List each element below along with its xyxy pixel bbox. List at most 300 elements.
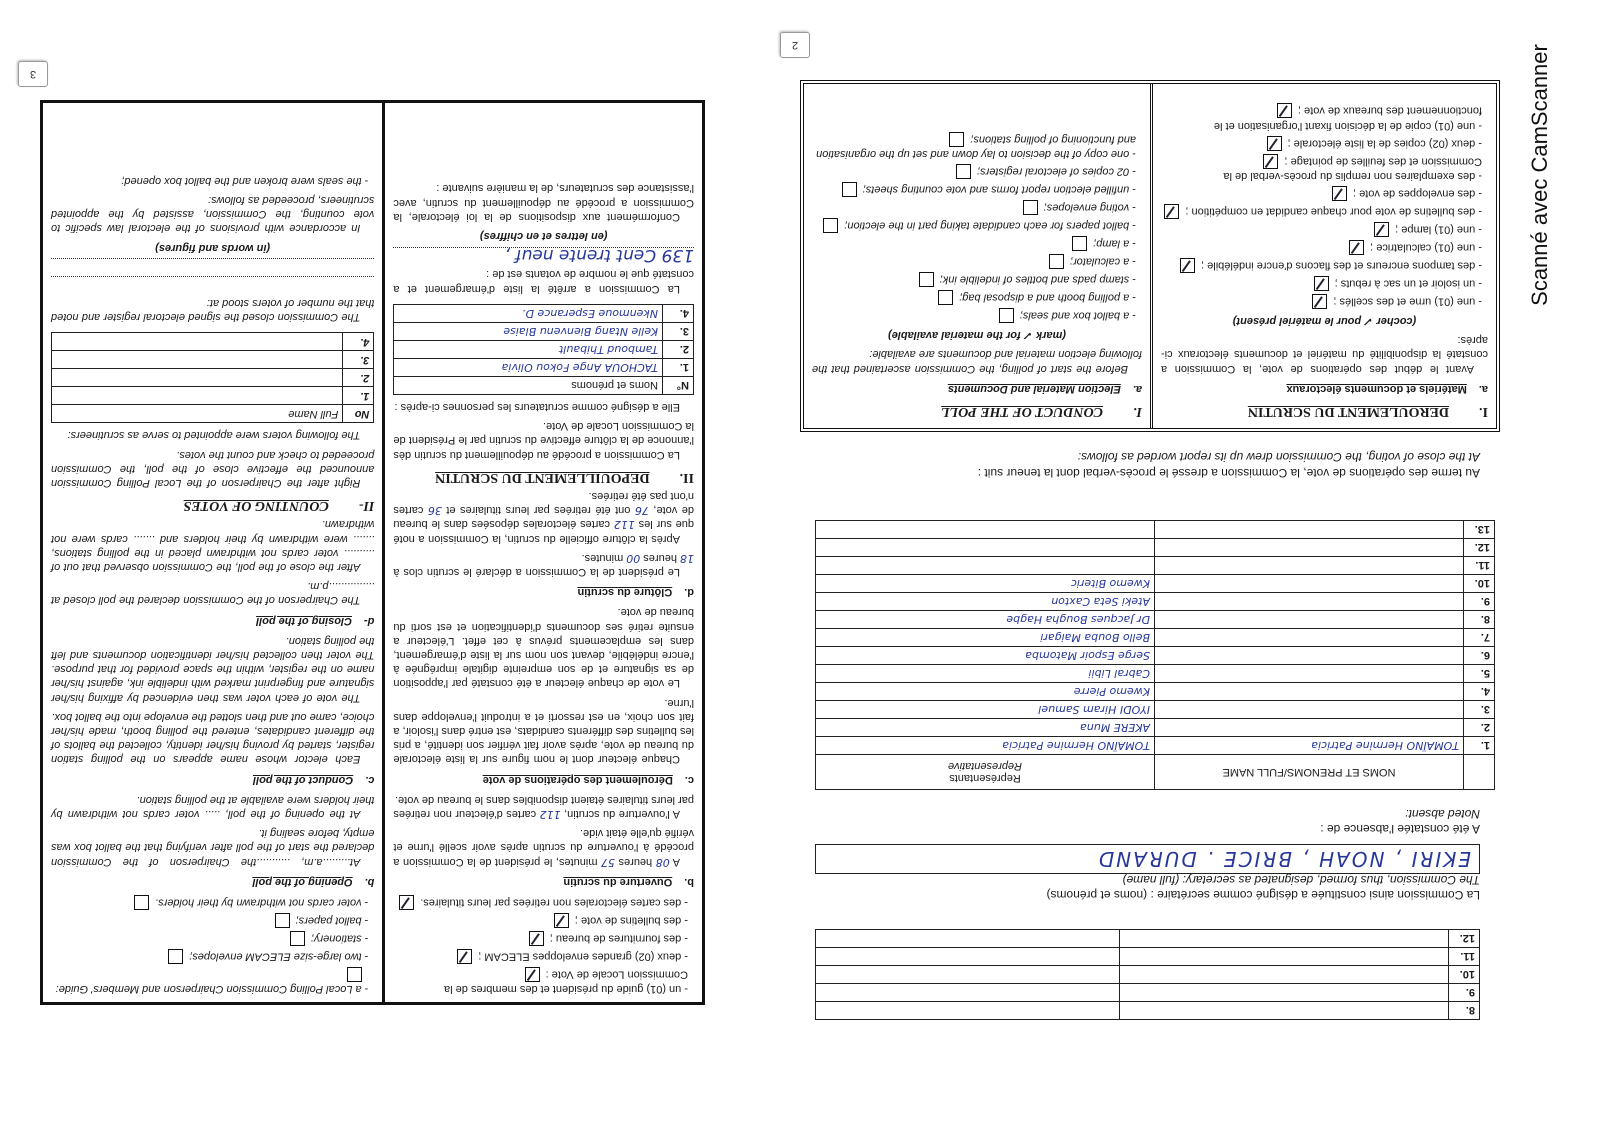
section-number: a. — [1132, 382, 1142, 395]
section-heading — [812, 404, 1142, 418]
section-title: Opening of the poll — [252, 875, 353, 888]
checklist-item — [1161, 258, 1482, 273]
table-header — [52, 405, 374, 423]
representative-cell[interactable]: Ateki Seta Caxton — [816, 593, 1155, 611]
paragraph: The vote of each voter was then evidenced by affixing his/her signature and fingerprint marked with indelible ink, against his/her name on the register, within the space provided for that purpose. The voter then collected his/her identification documents and left the polling station. — [51, 634, 375, 704]
text: ont été retirées par leurs titulaires et — [441, 504, 635, 517]
item-label: - des enveloppes de vote ; — [1352, 187, 1482, 200]
checkbox-checked[interactable] — [1180, 258, 1195, 273]
candidate-name-cell[interactable] — [1155, 701, 1464, 719]
checklist-item — [812, 132, 1136, 161]
checklist-item — [1161, 240, 1482, 255]
paragraph — [393, 793, 694, 821]
checklist-item — [51, 931, 368, 946]
row-number: 1. — [1464, 737, 1495, 755]
row-number: 4. — [663, 304, 694, 322]
representatives-table — [815, 520, 1495, 790]
name-cell[interactable] — [1120, 948, 1449, 966]
section-heading — [812, 382, 1142, 396]
absent-label-fr: A été constatée l'absence de : — [1320, 822, 1480, 836]
row-number: 4. — [343, 333, 374, 351]
table-row — [816, 930, 1480, 948]
row-number: 11. — [1464, 557, 1495, 575]
scrutineer-name-cell[interactable]: Nkenmoue Esperance D. — [394, 304, 663, 322]
conduct-of-poll-box — [800, 80, 1500, 432]
checklist-item — [812, 272, 1136, 287]
text: minutes, le président de la Commission a procédé à l'ouverture du scrutin après avoir scellé l'urne et vérifié qu'elle était vide. — [393, 827, 694, 868]
table-row — [816, 984, 1480, 1002]
paragraph: Conformément aux dispositions de la loi électorale, la Commission a procédé au dépouillement du scrutin, avec l'assistance des scrutateurs, de la manière suivante : — [393, 182, 694, 223]
section-heading — [393, 470, 694, 484]
scrutineer-name-cell[interactable] — [52, 351, 343, 369]
checkbox-unchecked[interactable] — [168, 949, 183, 964]
section-number: a. — [1478, 382, 1488, 395]
checklist-item — [1161, 294, 1482, 309]
table-row — [52, 387, 374, 405]
item-label: - une (01) urne et des scellés ; — [1333, 295, 1482, 308]
checkbox-checked[interactable] — [1312, 294, 1327, 309]
signature-cell[interactable] — [816, 1002, 1120, 1020]
table-header — [816, 755, 1495, 790]
watermark-text: Scanné avec CamScanner — [1527, 44, 1552, 306]
checkbox-unchecked[interactable] — [1072, 236, 1087, 251]
row-number: 9. — [1464, 593, 1495, 611]
section-heading — [51, 772, 374, 786]
header-rep-en: Representative — [948, 760, 1022, 772]
section-title: DEPOUILLEMENT DU SCRUTIN — [435, 469, 650, 485]
checkbox-checked[interactable] — [1277, 103, 1292, 118]
item-label: - a polling booth and a disposal bag; — [959, 291, 1136, 304]
row-number: 5. — [1464, 665, 1495, 683]
section-heading — [393, 875, 694, 889]
header-name: Noms et prénoms — [394, 376, 663, 394]
checklist-item — [393, 913, 688, 928]
item-label: - a calculator; — [1069, 255, 1136, 268]
section-heading — [51, 875, 374, 889]
section-heading — [51, 613, 374, 627]
scrutineer-name-cell[interactable] — [52, 333, 343, 351]
row-number: 12. — [1464, 539, 1495, 557]
section-number: b. — [684, 875, 694, 888]
item-label: - 02 copies of electoral registers; — [977, 165, 1136, 178]
checklist-item — [812, 200, 1136, 215]
handwritten-vote-count[interactable]: 139 Cent trente neuf , — [393, 247, 694, 262]
table-row — [816, 665, 1495, 683]
checkbox-unchecked[interactable] — [999, 308, 1014, 323]
table-row — [816, 647, 1495, 665]
row-number: 13. — [1464, 521, 1495, 539]
representative-cell[interactable]: IYODI Hiram Samuel — [816, 701, 1155, 719]
scrutineer-name-cell[interactable]: Tamboud Thibault — [394, 340, 663, 358]
checklist-item — [1161, 186, 1482, 201]
item-label: - une (01) calculatrice ; — [1370, 241, 1482, 254]
checkbox-checked[interactable] — [1164, 204, 1179, 219]
row-number: 3. — [1464, 701, 1495, 719]
candidate-name-cell[interactable] — [1155, 665, 1464, 683]
section-title: Déroulement des opérations de vote — [482, 773, 673, 786]
row-number: 2. — [343, 369, 374, 387]
checkbox-unchecked[interactable] — [949, 132, 964, 147]
text: cartes n'ont pas été retirées. — [393, 489, 694, 517]
section-title: Clôture du scrutin — [577, 586, 673, 599]
checklist-item — [393, 931, 688, 946]
representative-cell[interactable] — [816, 539, 1155, 557]
paragraph: At the opening of the poll, ..... voter cards not withdrawn by their holders were available at the polling station. — [51, 793, 375, 820]
checklist-item — [51, 174, 368, 188]
paragraph: The Commission closed the signed electoral register and noted that the number of voters stood at: — [51, 296, 375, 324]
item-label: - des fournitures de bureau ; — [549, 932, 688, 945]
table-row — [816, 1002, 1480, 1020]
row-number: 2. — [663, 340, 694, 358]
table-row — [394, 304, 694, 322]
representative-cell[interactable]: Kwemo Pierre — [816, 683, 1155, 701]
handwritten-value[interactable]: 00 — [626, 551, 641, 565]
section-title: Closing of the poll — [256, 614, 352, 627]
paragraph: Each elector whose name appears on the polling station register, started by proving his/her identity, collected the ballots of the different candidates, entered the polling booth, made his/her choice, came out and then slotted the envelope into the ballot box. — [51, 710, 375, 766]
candidate-name-cell[interactable] — [1155, 647, 1464, 665]
header-full-name: NOMS ET PRENOMS/FULL NAME — [1155, 755, 1464, 790]
checkbox-unchecked[interactable] — [1023, 200, 1038, 215]
section-number: II- — [358, 498, 375, 514]
row-number: 3. — [343, 351, 374, 369]
item-label: - des bulletins de vote ; — [574, 914, 688, 927]
checklist-item — [1161, 136, 1482, 151]
name-cell[interactable] — [1120, 1002, 1449, 1020]
text: cartes électorales déposées dans le bureau de vote, — [393, 504, 694, 531]
section-heading — [1161, 382, 1488, 396]
section-title: Ouverture du scrutin — [563, 875, 673, 888]
checklist-item — [812, 308, 1136, 323]
row-number: 11. — [1449, 948, 1480, 966]
table-row — [394, 322, 694, 340]
note: (in words and figures) — [155, 241, 271, 254]
checkbox-checked[interactable] — [554, 913, 569, 928]
name-cell[interactable] — [1120, 984, 1449, 1002]
row-number: 8. — [1464, 611, 1495, 629]
header-rep-fr: Représentants — [949, 772, 1021, 784]
row-number: 8. — [1449, 1002, 1480, 1020]
english-column — [43, 103, 382, 1002]
item-label: - stationery; — [310, 932, 369, 945]
section-title: CONDUCT OF THE POLL — [941, 404, 1104, 419]
text: A — [669, 855, 680, 868]
text: Le président de la Commission a déclaré le scrutin clos à — [393, 565, 680, 578]
representative-cell[interactable]: Bello Bouba Maigari — [816, 629, 1155, 647]
item-label: - deux (02) copies de la liste électorale ; — [1287, 137, 1482, 150]
signature-cell[interactable] — [816, 948, 1120, 966]
checklist-item — [812, 236, 1136, 251]
row-number: 1. — [663, 358, 694, 376]
checkbox-unchecked[interactable] — [347, 967, 362, 982]
item-label: - une (01) lampe ; — [1395, 223, 1482, 236]
note: (en lettres et en chiffres) — [479, 230, 608, 243]
page-2 — [791, 26, 1500, 1026]
checkbox-unchecked[interactable] — [290, 931, 305, 946]
table-header — [394, 376, 694, 394]
checklist-item — [1161, 204, 1482, 219]
table-row — [816, 683, 1495, 701]
scrutineer-name-cell[interactable]: TACHOUA Ange Fokou Olivia — [394, 358, 663, 376]
candidate-name-cell[interactable] — [1155, 629, 1464, 647]
checklist-item — [51, 949, 368, 964]
page-number: 3 — [18, 61, 48, 87]
paragraph: Le vote de chaque électeur a été constaté par l'apposition de sa signature et de son empreinte digitale imprégnée à l'encre indélébile, devant son nom sur la liste d'émargement, dans les emplacements prévus à cet effet. L'électeur a ensuite retiré ses documents d'identification et est sorti du bureau de vote. — [393, 606, 694, 690]
item-label: - des bulletins de vote pour chaque candidat en compétition ; — [1185, 205, 1482, 218]
checklist-item — [1161, 276, 1482, 291]
section-title: Conduct of the poll — [253, 773, 354, 786]
table-row — [816, 611, 1495, 629]
checklist-item — [812, 164, 1136, 179]
checkbox-checked[interactable] — [1267, 136, 1282, 151]
page-3 — [40, 100, 705, 1005]
checkbox-checked[interactable] — [1314, 276, 1329, 291]
absent-label-en: Noted absent: — [1405, 807, 1480, 821]
candidate-name-cell[interactable] — [1155, 611, 1464, 629]
name-cell[interactable] — [1120, 966, 1449, 984]
representative-cell[interactable] — [816, 557, 1155, 575]
checkbox-checked[interactable] — [1264, 154, 1279, 169]
scrutineer-name-cell[interactable] — [52, 387, 343, 405]
checkbox-unchecked[interactable] — [842, 182, 857, 197]
paragraph — [393, 826, 694, 869]
blank-line[interactable] — [51, 258, 374, 273]
row-number: 4. — [1464, 683, 1495, 701]
row-number: 10. — [1464, 575, 1495, 593]
scrutineer-name-cell[interactable] — [52, 369, 343, 387]
checkbox-checked[interactable] — [529, 931, 544, 946]
representative-cell[interactable]: Serge Espoir Matomba — [816, 647, 1155, 665]
item-label: - ballot papers; — [295, 914, 369, 927]
section-number: II. — [679, 469, 694, 485]
item-label: - one copy of the decision to lay down and set up the organisation and functioning of polling stations; — [816, 133, 1136, 160]
handwritten-value[interactable]: 18 — [680, 551, 694, 565]
item-label: - des cartes électorales non retirées par leurs titulaires. — [420, 896, 688, 909]
text: Après la clôture officielle du scrutin, la Commission a noté que sur les — [393, 518, 694, 545]
text: A l'ouverture du scrutin, — [560, 807, 680, 820]
table-row — [52, 333, 374, 351]
item-label: - the seals were broken and the ballot box opened; — [121, 174, 369, 187]
checklist-item — [812, 254, 1136, 269]
table-row — [816, 629, 1495, 647]
representative-cell[interactable]: Kwemo Biteric — [816, 575, 1155, 593]
report-intro-fr: Au terme des opérations de vote, la Commission a dressé le procès-verbal dont la teneur suit : — [977, 466, 1480, 480]
representative-cell[interactable]: Cabral Libii — [816, 665, 1155, 683]
section-title: DEROULEMENT DU SCRUTIN — [1247, 404, 1450, 419]
row-number: 6. — [1464, 647, 1495, 665]
members-table-continued — [815, 929, 1480, 1020]
english-column — [804, 84, 1150, 428]
checkbox-unchecked[interactable] — [1049, 254, 1064, 269]
table-row — [816, 575, 1495, 593]
section-title: Matériels et documents électoraux — [1286, 382, 1467, 395]
handwritten-value[interactable]: 36 — [427, 504, 442, 518]
checklist-item — [51, 967, 368, 996]
handwritten-value[interactable]: 112 — [539, 807, 561, 821]
table-row — [52, 351, 374, 369]
checkbox-unchecked[interactable] — [956, 164, 971, 179]
representative-cell[interactable]: AKERE Muna — [816, 719, 1155, 737]
paragraph — [393, 489, 694, 546]
candidate-name-cell[interactable] — [1155, 557, 1464, 575]
table-row — [394, 340, 694, 358]
scrutineers-table — [393, 304, 694, 395]
table-row — [816, 593, 1495, 611]
row-number: 2. — [1464, 719, 1495, 737]
item-label: - a Local Polling Commission Chairperson and Members' Guide: — [55, 983, 369, 995]
row-number: 1. — [343, 387, 374, 405]
checklist-item — [1161, 154, 1482, 183]
candidate-name-cell[interactable] — [1155, 575, 1464, 593]
item-label: - a lamp; — [1093, 237, 1136, 250]
item-label: - voter cards not withdrawn by their holders. — [155, 896, 369, 909]
item-label: - voting envelopes; — [1043, 201, 1136, 214]
checklist-item — [812, 182, 1136, 197]
row-number: 9. — [1449, 984, 1480, 1002]
item-label: - ballot papers for each candidate taking part in the election; — [844, 219, 1136, 232]
secretary-field[interactable]: EKIRI , NOAH , BRICE . DURAND — [815, 844, 1480, 874]
item-label: - des tampons encreurs et des flacons d'encre indélébile ; — [1201, 259, 1482, 272]
paragraph: Elle a désigné comme scrutateurs les personnes ci-après : — [394, 400, 680, 413]
section-heading — [1161, 404, 1488, 418]
table-row — [816, 966, 1480, 984]
paragraph: Right after the Chairperson of the Local Polling Commission announced the effective close of the poll, the Commission proceeded to check and count the votes. — [51, 448, 375, 489]
paragraph: After the close of the poll, the Commission observed that out of .......... voter cards not withdrawn placed in the polling stations, ....... were withdrawn by their holders and ....... cards were not withdrawn. — [51, 518, 375, 573]
table-row — [816, 521, 1495, 539]
blank-line[interactable] — [51, 276, 374, 291]
header-name: Full Name — [52, 405, 343, 423]
checklist-item — [812, 218, 1136, 233]
paragraph: Chaque électeur dont le nom figure sur la liste électorale du bureau de vote, après avoir fait vérifier son identité, a pris les bulletins des différents candidats, est entré dans l'isoloir, a fait son choix, en est ressorti et a introduit l'enveloppe dans l'urne. — [393, 696, 694, 766]
checklist-item — [51, 913, 368, 928]
section-number: c. — [684, 773, 694, 786]
note: (cocher ✓ pour le matériel présent) — [1232, 314, 1417, 327]
checklist-item — [393, 895, 688, 910]
item-label: - des exemplaires non remplis du procès-verbal de la Commission et des feuilles de pointage ; — [1223, 155, 1482, 182]
table-row — [816, 539, 1495, 557]
handwritten-value[interactable]: 08 — [655, 855, 670, 869]
checklist-item — [1161, 222, 1482, 237]
row-number: 10. — [1449, 966, 1480, 984]
table-row — [816, 719, 1495, 737]
section-number: c. — [365, 773, 375, 786]
item-label: - unfilled election report forms and vote counting sheets; — [862, 183, 1136, 196]
paragraph: The Chairperson of the Commission declared the poll closed at ...............p.m. — [51, 580, 375, 607]
french-column — [1150, 84, 1496, 428]
text: heures — [640, 551, 680, 564]
secretary-label-en: The Commission, thus formed, designated as secretary: (full name) — [1122, 873, 1480, 887]
paragraph: In accordance with provisions of the electoral law specific to vote counting, the Commission, assisted by the appointed scrutineers, proceeded as follows: — [51, 194, 375, 235]
candidate-name-cell[interactable] — [1155, 521, 1464, 539]
text: cartes d'électeur non retirées par leurs titulaires étaient disponibles dans le bureau de vote. — [393, 793, 694, 820]
paragraph: The following voters were appointed to serve as scrutineers: — [67, 429, 361, 442]
candidate-name-cell[interactable] — [1155, 593, 1464, 611]
paragraph — [393, 551, 694, 579]
checklist-item — [51, 895, 368, 910]
item-label: - two large-size ELECAM envelopes; — [189, 950, 369, 963]
item-label: - deux (02) grandes enveloppes ELECAM ; — [478, 950, 688, 963]
text: heures — [615, 855, 656, 868]
table-row — [52, 369, 374, 387]
checklist-item — [393, 967, 688, 996]
section-number: b. — [364, 875, 375, 888]
section-heading — [393, 772, 694, 786]
candidate-name-cell[interactable] — [1155, 539, 1464, 557]
header-no: N° — [663, 376, 694, 394]
handwritten-value[interactable]: 76 — [634, 504, 649, 518]
report-intro-en: At the close of voting, the Commission drew up its report worded as follows: — [1077, 450, 1480, 464]
note: (mark ✓ for the material available) — [888, 329, 1066, 342]
secretary-label-fr: La Commission ainsi constituée a désigné comme secrétaire : (noms et prénoms) — [1046, 888, 1480, 902]
checkbox-checked[interactable] — [1349, 240, 1364, 255]
item-label: - a ballot box and seals; — [1019, 309, 1136, 322]
handwritten-value[interactable]: 112 — [613, 518, 635, 532]
representative-cell[interactable]: TOMAÏNO Hermine Patricia — [816, 737, 1155, 755]
table-row — [816, 737, 1495, 755]
section-number: d. — [684, 586, 694, 599]
checkbox-unchecked[interactable] — [134, 895, 149, 910]
checkbox-checked[interactable] — [1332, 186, 1347, 201]
item-label: - un (01) guide du président et des membres de la Commission Locale de Vote : — [444, 968, 688, 995]
signature-cell[interactable] — [816, 966, 1120, 984]
checkbox-unchecked[interactable] — [823, 218, 838, 233]
row-number: 3. — [663, 322, 694, 340]
item-label: - une (01) copie de la décision fixant l'organisation et le fonctionnement des bureaux de vote ; — [1213, 104, 1482, 132]
paragraph: Avant le début des opérations de vote, la Commission a constaté la disponibilité du matériel et documents électoraux ci-après: — [1161, 334, 1488, 375]
paragraph: La Commission a procédé au dépouillement du scrutin dès l'annonce de la clôture effective du scrutin par le Président de la Commission Locale de Vote. — [393, 420, 694, 461]
text: minutes. — [581, 551, 627, 564]
checkbox-checked[interactable] — [399, 895, 414, 910]
checkbox-unchecked[interactable] — [938, 290, 953, 305]
section-heading — [51, 498, 374, 512]
candidate-name-cell[interactable]: TOMAÏNO Hermine Patricia — [1155, 737, 1464, 755]
page-number: 2 — [780, 32, 810, 58]
checklist-item — [393, 949, 688, 964]
row-number: 12. — [1449, 930, 1480, 948]
item-label: - un isoloir et un sac à rebuts ; — [1334, 277, 1482, 290]
checklist-item — [812, 290, 1136, 305]
representative-cell[interactable] — [816, 521, 1155, 539]
candidate-name-cell[interactable] — [1155, 719, 1464, 737]
candidate-name-cell[interactable] — [1155, 683, 1464, 701]
table-row — [394, 358, 694, 376]
french-column — [382, 103, 702, 1002]
header-no: No — [343, 405, 374, 423]
checklist-item — [1161, 103, 1482, 132]
representative-cell[interactable]: Dr Jacques Bougha Hagbe — [816, 611, 1155, 629]
table-row — [816, 701, 1495, 719]
section-number: I. — [1133, 404, 1142, 419]
checkbox-checked[interactable] — [525, 967, 540, 982]
signature-cell[interactable] — [816, 930, 1120, 948]
signature-cell[interactable] — [816, 984, 1120, 1002]
name-cell[interactable] — [1120, 930, 1449, 948]
scrutineer-name-cell[interactable]: Kelle Ntang Bienvenu Blaise — [394, 322, 663, 340]
checkbox-unchecked[interactable] — [919, 272, 934, 287]
section-title: Election Material and Documents — [947, 382, 1121, 395]
section-title: COUNTING OF VOTES — [183, 498, 329, 514]
section-heading — [393, 585, 694, 599]
paragraph: At.........a.m, ...........the Chairperson of the Commission declared the start of the poll after verifying that the ballot box was empty, before sealing it. — [51, 827, 375, 868]
item-label: - stamp pads and bottles of indelible ink; — [939, 273, 1136, 286]
checkbox-unchecked[interactable] — [275, 913, 290, 928]
checkbox-checked[interactable] — [457, 949, 472, 964]
scrutineers-table — [51, 332, 374, 423]
checkbox-checked[interactable] — [1374, 222, 1389, 237]
section-number: I. — [1479, 404, 1488, 419]
handwritten-value[interactable]: 57 — [601, 855, 615, 869]
table-row — [816, 557, 1495, 575]
paragraph: Before the start of polling, the Commission ascertained that the following election material and documents are available: — [812, 348, 1142, 375]
